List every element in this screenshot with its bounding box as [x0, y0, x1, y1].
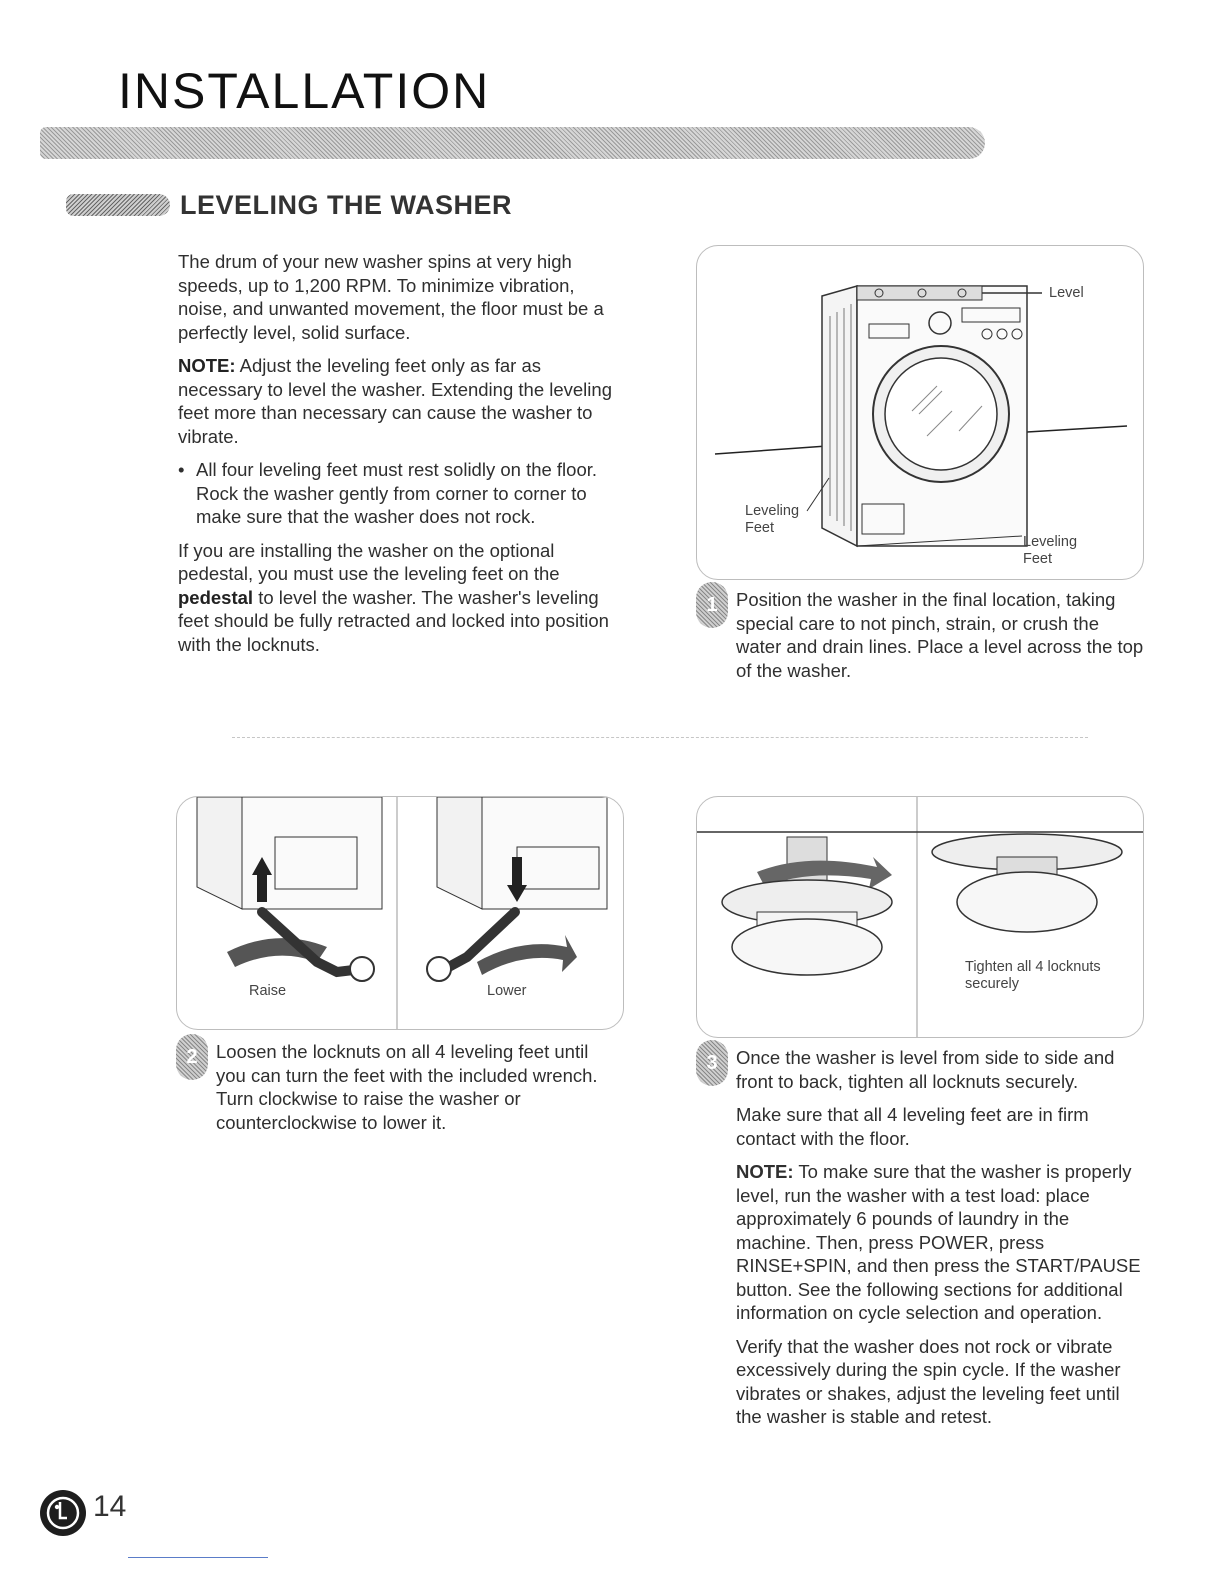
locknut-illustration [697, 797, 1143, 1037]
label-level: Level [1049, 285, 1084, 301]
step-2-badge: 2 [176, 1034, 208, 1080]
pedestal-text-a: If you are installing the washer on the optional pedestal, you must use the leveling feet on the [178, 539, 560, 584]
page-title: INSTALLATION [118, 63, 491, 119]
step-1-paragraph: Position the washer in the final location, taking special care to not pinch, strain, or crush the water and drain lines. Place a level across the top of the washer. [736, 589, 1144, 681]
pedestal-text-b: to level the washer. The washer's leveling feet should be fully retracted and locked into position with the locknuts. [178, 586, 609, 655]
step-3-badge: 3 [696, 1040, 728, 1086]
wrench-illustration [177, 797, 623, 1029]
step-3-paragraph-2: Make sure that all 4 leveling feet are in firm contact with the floor. [736, 1104, 1089, 1149]
label-leveling-feet-left: Leveling Feet [745, 503, 800, 536]
note-label: NOTE: [178, 355, 236, 376]
step-3-paragraph-1: Once the washer is level from side to side and front to back, tighten all locknuts securely. [736, 1047, 1115, 1092]
intro-note [178, 354, 618, 448]
lg-logo-icon [40, 1490, 86, 1536]
figure-tighten-locknuts [696, 796, 1144, 1038]
bullet-marker: • [178, 459, 185, 480]
step-3-paragraph-4: Verify that the washer does not rock or vibrate excessively during the spin cycle. If the washer vibrates or shakes, adjust the leveling feet until the washer is stable and retest. [736, 1335, 1121, 1427]
page-number: 14 [93, 1490, 127, 1523]
section-title: LEVELING THE WASHER [180, 190, 513, 220]
pedestal-bold: pedestal [178, 586, 254, 608]
step-3-text [736, 1046, 1146, 1439]
label-raise: Raise [249, 983, 287, 999]
step-1-badge: 1 [696, 582, 728, 628]
step-3-note-text: To make sure that the washer is properly level, run the washer with a test load: place approximately 6 pounds of laundry in the machine. Then, press POWER, press RINSE+SPIN, and then press the START/PAUSE button. See the following sections for additional information on cycle selection and operation. [736, 1161, 1141, 1323]
label-tighten-locknuts: Tighten all 4 locknuts securely [965, 959, 1101, 992]
intro-paragraph: The drum of your new washer spins at very high speeds, up to 1,200 RPM. To minimize vibration, noise, and unwanted movement, the floor must be a perfectly level, solid surface. [178, 251, 604, 343]
pedestal-paragraph [178, 539, 618, 657]
label-leveling-feet-right: Leveling Feet [1023, 534, 1078, 567]
section-divider [232, 737, 1088, 738]
step-1-text [736, 588, 1146, 692]
intro-bullet [178, 458, 618, 529]
step-3-note [736, 1160, 1146, 1325]
section-marker-icon [66, 194, 170, 216]
step-3-note-label: NOTE: [736, 1161, 794, 1182]
step-2-text [216, 1040, 616, 1144]
step-2-paragraph: Loosen the locknuts on all 4 leveling feet until you can turn the feet with the included wrench. Turn clockwise to raise the washer or counterclockwise to lower it. [216, 1041, 598, 1133]
intro-text [178, 250, 618, 666]
bullet-text: All four leveling feet must rest solidly on the floor. Rock the washer gently from corner to corner to make sure that the washer does not rock. [196, 459, 598, 527]
figure-washer-level [696, 245, 1144, 580]
footer-rule [128, 1557, 268, 1558]
label-lower: Lower [487, 983, 527, 999]
figure-raise-lower [176, 796, 624, 1030]
note-text: Adjust the leveling feet only as far as necessary to level the washer. Extending the leveling feet more than necessary can cause the washer to vibrate. [178, 355, 612, 447]
header-bar [40, 127, 985, 159]
